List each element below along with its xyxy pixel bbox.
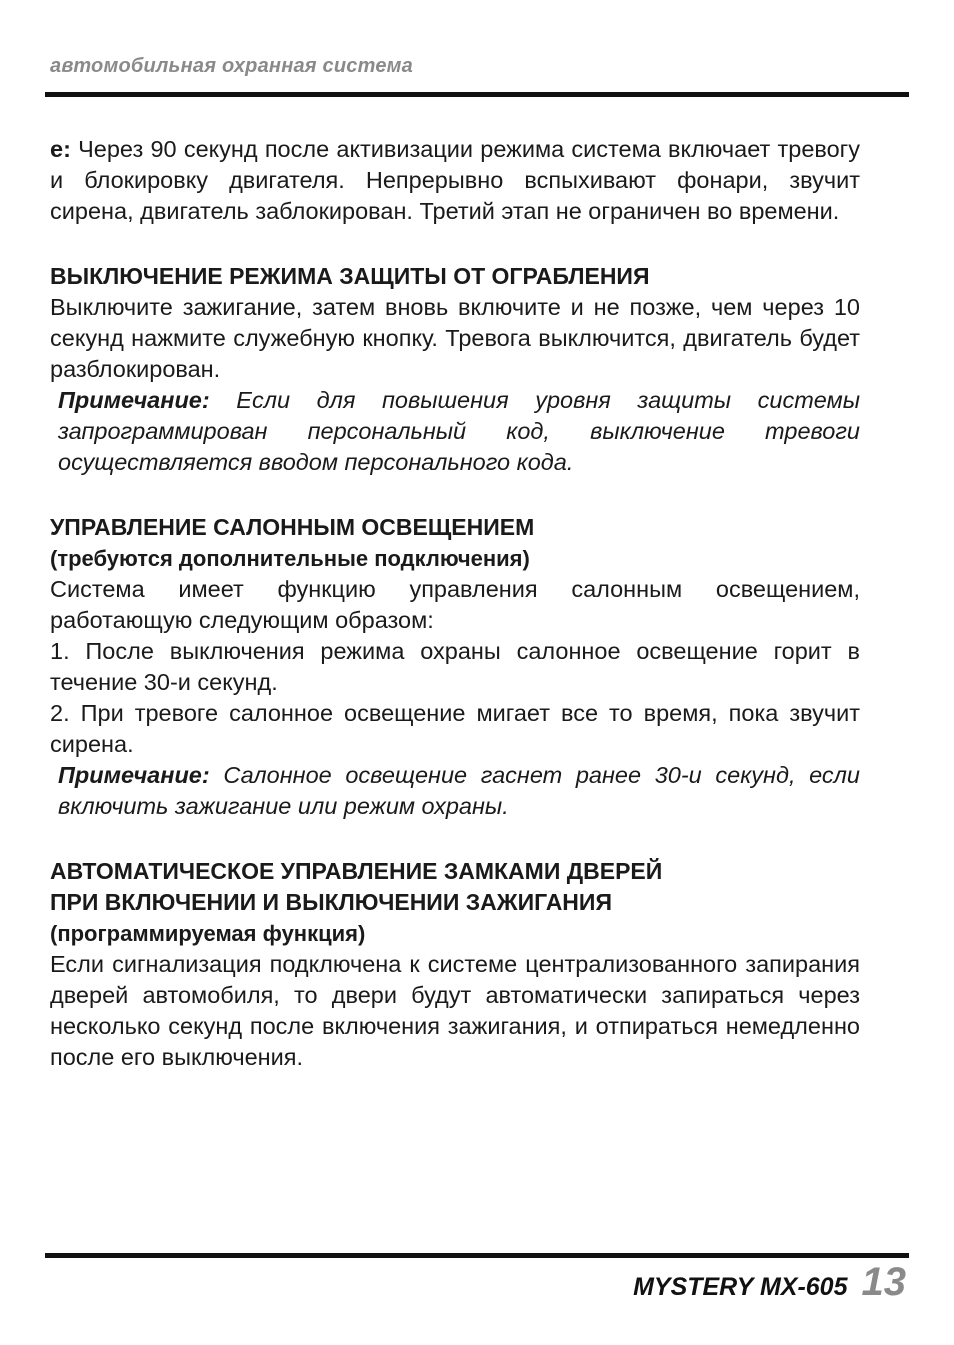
section-body: Выключите зажигание, затем вновь включите и не позже, чем через 10 секунд нажмите служебную кнопку. Тревога выключится, двигатель будет разблокирован. [50, 294, 860, 382]
intro-paragraph [50, 134, 860, 227]
section-auto-door-locks [50, 856, 860, 1073]
page-number: 13 [861, 1260, 906, 1304]
list-item: 1. После выключения режима охраны салонное освещение горит в течение 30-и секунд. [50, 638, 860, 695]
section-subtitle: (программируемая функция) [50, 921, 366, 946]
header-rule [45, 92, 909, 97]
section-interior-light [50, 512, 860, 822]
section-robbery-disable [50, 261, 860, 478]
section-title: УПРАВЛЕНИЕ САЛОННЫМ ОСВЕЩЕНИЕМ [50, 514, 535, 540]
note [58, 760, 860, 822]
list-item: 2. При тревоге салонное освещение мигает все то время, пока звучит сирена. [50, 700, 860, 757]
footer-model-name: MYSTERY MX-605 [633, 1273, 848, 1301]
footer [633, 1260, 906, 1305]
note-label: Примечание: [58, 387, 210, 413]
running-header: автомобильная охранная система [50, 55, 413, 77]
section-subtitle: (требуются дополнительные подключения) [50, 546, 530, 571]
intro-text: Через 90 секунд после активизации режима система включает тревогу и блокировку двигателя. Непрерывно вспыхивают фонари, звучит сирена, двигатель заблокирован. Третий этап не ограничен во времени. [50, 136, 860, 224]
page-content [50, 134, 860, 1073]
section-title: ВЫКЛЮЧЕНИЕ РЕЖИМА ЗАЩИТЫ ОТ ОГРАБЛЕНИЯ [50, 263, 650, 289]
note [58, 385, 860, 478]
section-body: Система имеет функцию управления салонным освещением, работающую следующим образом: [50, 576, 860, 633]
section-title-line-2: ПРИ ВКЛЮЧЕНИИ И ВЫКЛЮЧЕНИИ ЗАЖИГАНИЯ [50, 889, 612, 915]
footer-rule [45, 1253, 909, 1258]
section-title-line-1: АВТОМАТИЧЕСКОЕ УПРАВЛЕНИЕ ЗАМКАМИ ДВЕРЕЙ [50, 858, 663, 884]
section-body: Если сигнализация подключена к системе централизованного запирания дверей автомобиля, то двери будут автоматически запираться через несколько секунд после включения зажигания, и отпираться немедленно после его выключения. [50, 951, 860, 1070]
intro-label: e: [50, 136, 71, 162]
note-label: Примечание: [58, 762, 210, 788]
note-text: Салонное освещение гаснет ранее 30-и секунд, если включить зажигание или режим охраны. [58, 762, 860, 819]
note-text: Если для повышения уровня защиты системы запрограммирован персональный код, выключение тревоги осуществляется вводом персонального кода. [58, 387, 860, 475]
